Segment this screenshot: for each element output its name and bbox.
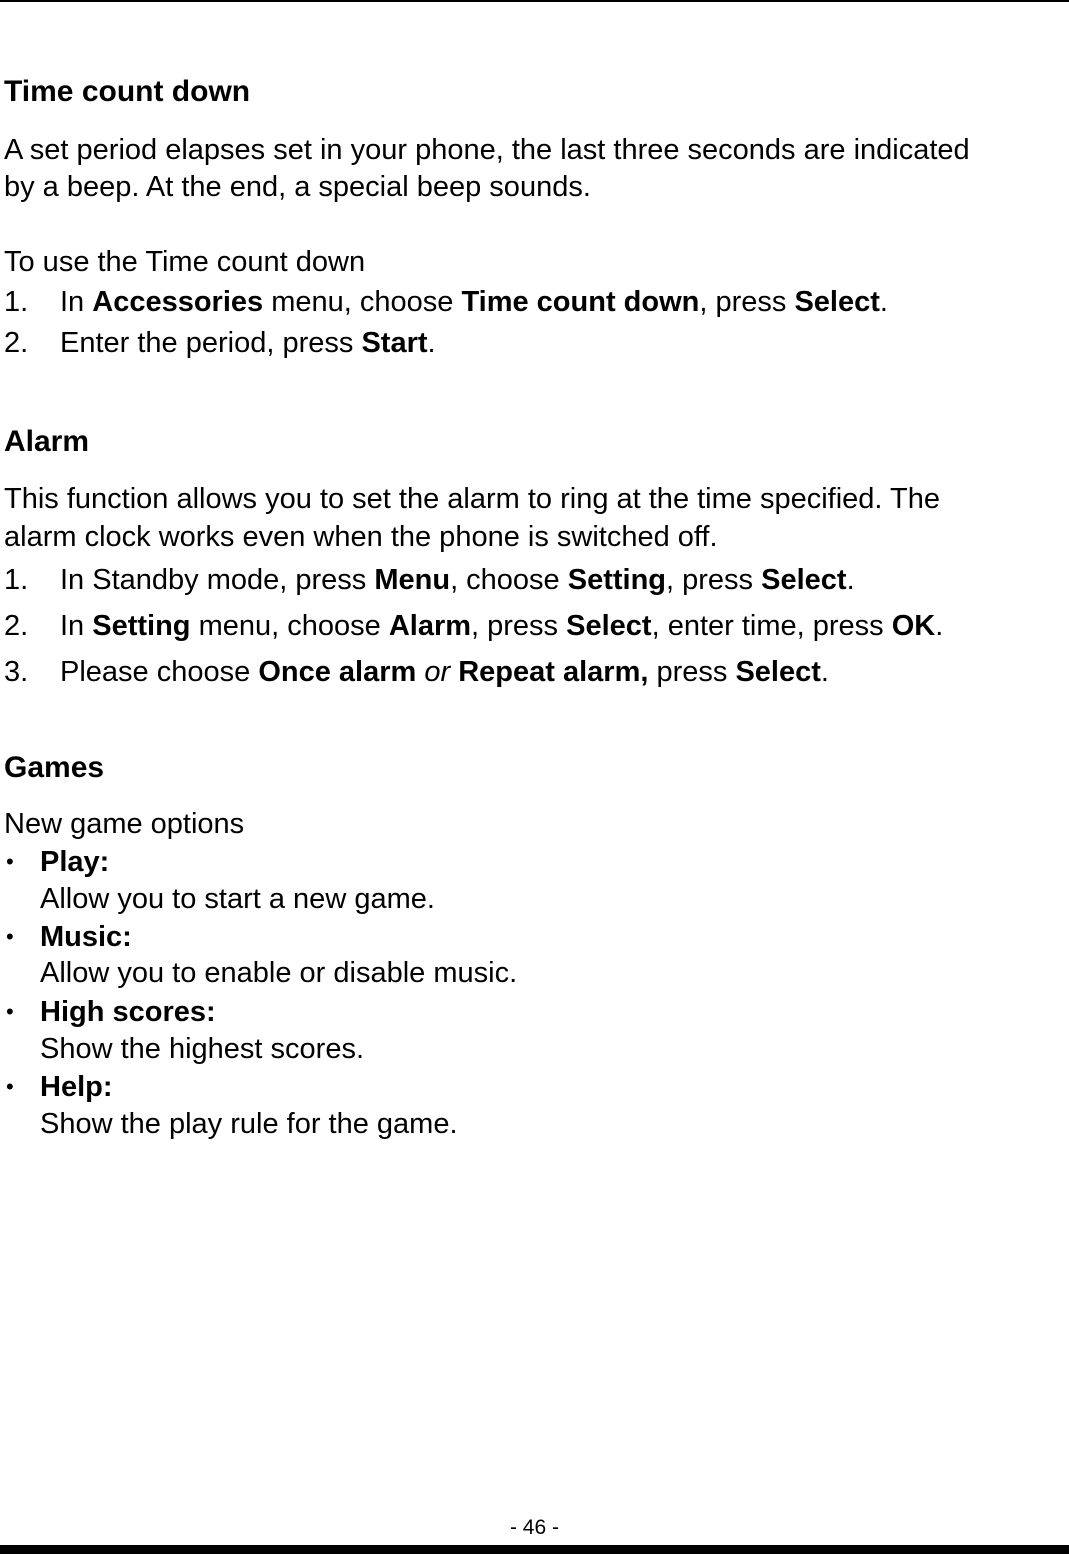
bold-term: Menu — [374, 564, 451, 596]
intro-text: To use the Time count down — [4, 246, 366, 278]
text-run: , enter time, press — [651, 610, 892, 642]
bold-term: Select — [794, 286, 880, 318]
option-desc: Allow you to start a new game. — [40, 883, 435, 915]
text-run: , choose — [450, 564, 568, 596]
step-text — [60, 285, 888, 319]
bold-term: Alarm — [388, 610, 472, 642]
bold-term: Setting — [567, 564, 667, 596]
text-run: menu, choose — [263, 286, 462, 318]
option-desc: Show the highest scores. — [40, 1033, 365, 1065]
text-run — [450, 656, 458, 688]
bullet-icon: • — [6, 849, 14, 874]
step-text — [60, 609, 943, 643]
text-run: menu, choose — [190, 610, 389, 642]
text-run: alarm clock works even when the phone is switched off. — [4, 521, 718, 553]
step-text — [60, 655, 829, 689]
step-number: 2. — [4, 327, 29, 359]
text-run: In — [60, 610, 93, 642]
bold-term: Start — [361, 327, 428, 359]
step-text — [60, 563, 855, 597]
option-desc: Show the play rule for the game. — [40, 1108, 458, 1140]
bold-term: Repeat alarm, — [458, 656, 649, 688]
option-title: Help: — [40, 1071, 113, 1103]
text-run: This function allows you to set the alarm to ring at the time specified. The — [4, 483, 940, 515]
step-number: 1. — [4, 564, 29, 596]
heading-games: Games — [4, 751, 105, 784]
text-run: In — [60, 286, 93, 318]
text-run: Please choose — [60, 656, 259, 688]
bold-term: Accessories — [92, 286, 264, 318]
option-desc: Allow you to enable or disable music. — [40, 957, 518, 989]
bold-term: Select — [735, 656, 821, 688]
step-number: 1. — [4, 286, 29, 318]
paragraph-line — [4, 133, 970, 167]
heading-time-count-down: Time count down — [4, 75, 251, 108]
text-run: , press — [666, 564, 762, 596]
bold-term: Time count down — [461, 286, 700, 318]
text-run: , press — [699, 286, 795, 318]
text-run: A set period elapses set in your phone, the last three seconds are indicated — [4, 134, 970, 166]
option-title: High scores: — [40, 996, 216, 1028]
text-run: by a beep. At the end, a special beep sounds. — [4, 171, 591, 203]
text-run: . — [879, 286, 888, 318]
text-run: Enter the period, press — [60, 327, 362, 359]
step-number: 2. — [4, 610, 29, 642]
paragraph-line — [4, 170, 591, 204]
bold-term: Select — [761, 564, 847, 596]
text-run: In Standby mode, press — [60, 564, 375, 596]
text-run: . — [935, 610, 944, 642]
bullet-icon: • — [6, 1074, 14, 1099]
intro-text: New game options — [4, 808, 245, 840]
paragraph-line — [4, 482, 940, 516]
text-run: , press — [471, 610, 567, 642]
option-title: Play: — [40, 846, 110, 878]
italic-text: or — [424, 656, 451, 688]
option-title: Music: — [40, 921, 132, 953]
step-number: 3. — [4, 656, 29, 688]
bold-term: Once alarm — [258, 656, 417, 688]
footer-rule — [0, 1545, 1069, 1554]
text-run: press — [648, 656, 736, 688]
text-run: . — [427, 327, 436, 359]
bold-term: Select — [566, 610, 652, 642]
bold-term: Setting — [92, 610, 191, 642]
bold-term: OK — [891, 610, 936, 642]
text-run: . — [820, 656, 829, 688]
page-number: - 46 - — [509, 1516, 559, 1539]
paragraph-line — [4, 520, 718, 554]
heading-alarm: Alarm — [4, 425, 90, 458]
text-run: . — [846, 564, 855, 596]
bullet-icon: • — [6, 924, 14, 949]
header-rule — [0, 0, 1069, 2]
bullet-icon: • — [6, 999, 14, 1024]
step-text — [60, 326, 436, 360]
